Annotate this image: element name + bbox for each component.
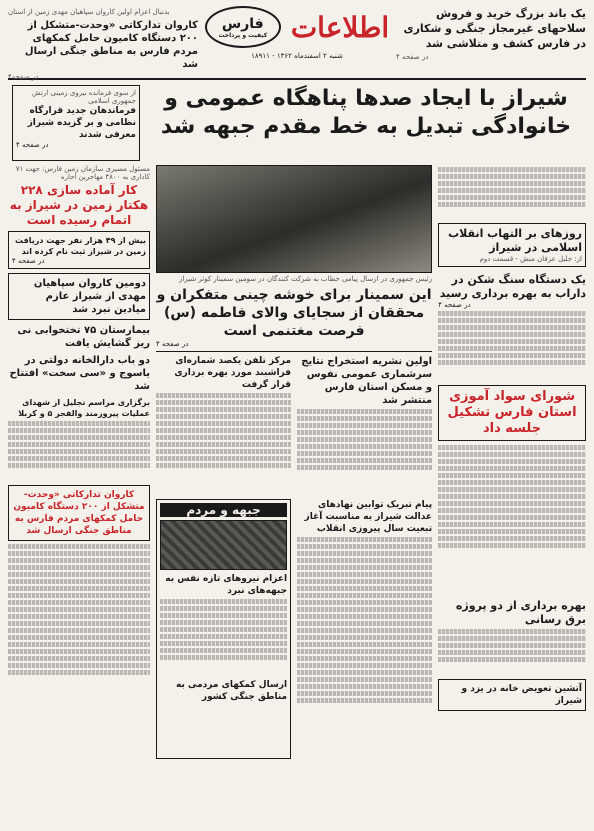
hospital-headline: بیمارستان ۷۵ تختخوابی نی ریز گشایش یافت xyxy=(17,325,150,349)
front-title: جبهه و مردم xyxy=(160,503,287,517)
front-box xyxy=(156,499,291,759)
text-block xyxy=(438,629,586,679)
land-headline: کار آماده سازی ۲۲۸ هکتار زمین در شیراز به اتمام رسیده است xyxy=(9,183,149,227)
caravan-headline: دومین کاروان سپاهیان مهدی از شیراز عازم میادین نبرد شد xyxy=(33,278,146,315)
land-subheadline: بیش از ۴۹ هزار نفر جهت دریافت زمین در شیراز ثبت نام کرده اند xyxy=(15,236,146,256)
divider xyxy=(156,351,432,352)
land-note: در صفحه ۴ xyxy=(12,257,45,265)
scorched-headline: روزهای بر التهاب انقلاب اسلامی در شیراز xyxy=(448,227,582,254)
power-headline: بهره برداری از دو پروژه برق رسانی xyxy=(455,599,586,626)
scorched-story xyxy=(438,223,586,267)
masthead-right-note: در صفحه ۴ xyxy=(396,53,429,61)
paper-name: اطلاعات xyxy=(290,10,390,44)
banner-headline: شیراز با ایجاد صدها پناهگاه عمومی و خانوادگی تبدیل به خط مقدم جبهه شد xyxy=(160,86,572,139)
masthead-right-headline: یک باند بزرگ خرید و فروش سلاحهای غیرمجاز جنگی و شکاری در فارس کشف و متلاشی شد xyxy=(403,7,586,50)
fire-headline: آتشین تعویض خانه در یزد و شیراز xyxy=(461,684,582,706)
land-sub-box xyxy=(8,231,150,269)
photo-caption: رئیس جمهوری در ارسال پیامی خطاب به شرکت کنندگان در سومین سمینار کوثر شیراز xyxy=(179,275,433,283)
commander-headline: فرماندهان جدید قرارگاه نظامی و بر گزیده شیراز معرفی شدند xyxy=(27,106,136,140)
masthead-left-headline: کاروان تدارکاتی «وحدت-متشکل از ۲۰۰ دستگاه کامیون حامل کمکهای مردم فارس به مناطق جنگی ارسال شد xyxy=(24,20,198,70)
caravan2-headline: کاروان تدارکاتی «وحدت-متشکل از ۲۰۰ دستگاه کامیون حامل کمکهای مردم فارس به مناطق جنگی ارسال شد xyxy=(13,490,145,536)
message-headline: پیام تبریک توابین نهادهای عدالت شیراز به مناسبت آغاز تبعیت سال پیروزی انقلاب xyxy=(304,500,433,534)
text-block xyxy=(438,311,586,381)
aid-headline: ارسال کمکهای مردمی به مناطق جنگی کشور xyxy=(176,680,288,702)
text-block xyxy=(297,537,432,757)
masthead-left-top: بدنبال اعزام اولین کاروان سپاهیان مهدی زمین از استان xyxy=(8,8,170,16)
text-block xyxy=(160,599,287,679)
ceremony-headline: برگزاری مراسم تجلیل از شهدای عملیات پیروزمند والفجر ۵ و کربلا xyxy=(18,398,150,418)
text-block xyxy=(8,421,150,481)
text-block xyxy=(8,544,150,714)
logo-title: فارس xyxy=(221,15,264,32)
census-headline: اولین نشریه استخراج نتایج سرشماری عمومی نفوس و مسکن استان فارس منتشر شد xyxy=(301,356,433,406)
stone-note: در صفحه ۴ xyxy=(438,301,471,309)
masthead xyxy=(8,6,586,80)
land-top: مسئول مسیری سازمان زمین فارس: جهت ۷۱ کاداری به ۴۸۰۰ مهاجرین اجاره xyxy=(15,165,150,181)
center-headline: مرکز تلفن یکصد شماره‌ای فراشبند مورد بهره برداری قرار گرفت xyxy=(174,356,292,390)
text-block xyxy=(438,445,586,595)
deploy-headline: اعزام نیروهای تازه نفس به جبهه‌های نبرد xyxy=(165,574,288,596)
council-headline: شورای سواد آموزی استان فارس تشکیل جلسه داد xyxy=(447,389,577,436)
fire-box xyxy=(438,679,586,711)
news-photo xyxy=(156,165,432,273)
front-photo xyxy=(160,520,287,570)
commander-box xyxy=(12,85,140,161)
masthead-left-note: در صفحه۴ xyxy=(8,73,39,81)
commander-top: از سوی فرمانده نیروی زمینی ارتش جمهوری اسلامی xyxy=(32,89,136,105)
school-headline: دو باب دارالخانه دولتی در یاسوج و «سی سخت» افتتاح شد xyxy=(9,355,150,392)
scorched-byline: از: جلیل عرفان منش - قسمت دوم xyxy=(479,255,582,263)
masthead-right-story xyxy=(396,6,586,64)
left-column xyxy=(8,165,150,805)
right-column xyxy=(438,165,586,805)
masthead-left-story xyxy=(8,6,198,84)
text-block xyxy=(156,393,291,495)
text-block xyxy=(297,409,432,489)
fars-logo xyxy=(205,6,281,48)
dateline: شنبه ۲ اسفندماه ۱۳۶۲ - ۱۸۹۱۱ xyxy=(251,52,343,60)
council-box xyxy=(438,385,586,441)
caravan-box xyxy=(8,273,150,320)
seminar-note: در صفحه ۴ xyxy=(156,340,189,348)
commander-note: در صفحه ۴ xyxy=(16,141,49,149)
center-column xyxy=(156,165,432,805)
seminar-headline: این سمینار برای خوشه چینی متفکران و محققان از سجایای والای فاطمه (س) فرصت مغتنمی است xyxy=(156,287,432,339)
stone-headline: یک دستگاه سنگ شکن در داراب به بهره برداری رسید xyxy=(439,273,586,300)
masthead-logos xyxy=(207,6,390,60)
text-block xyxy=(438,167,586,219)
caravan2-box xyxy=(8,485,150,541)
logo-subtitle: کیفیت و پرداخت xyxy=(218,31,268,39)
banner-block xyxy=(146,85,586,161)
